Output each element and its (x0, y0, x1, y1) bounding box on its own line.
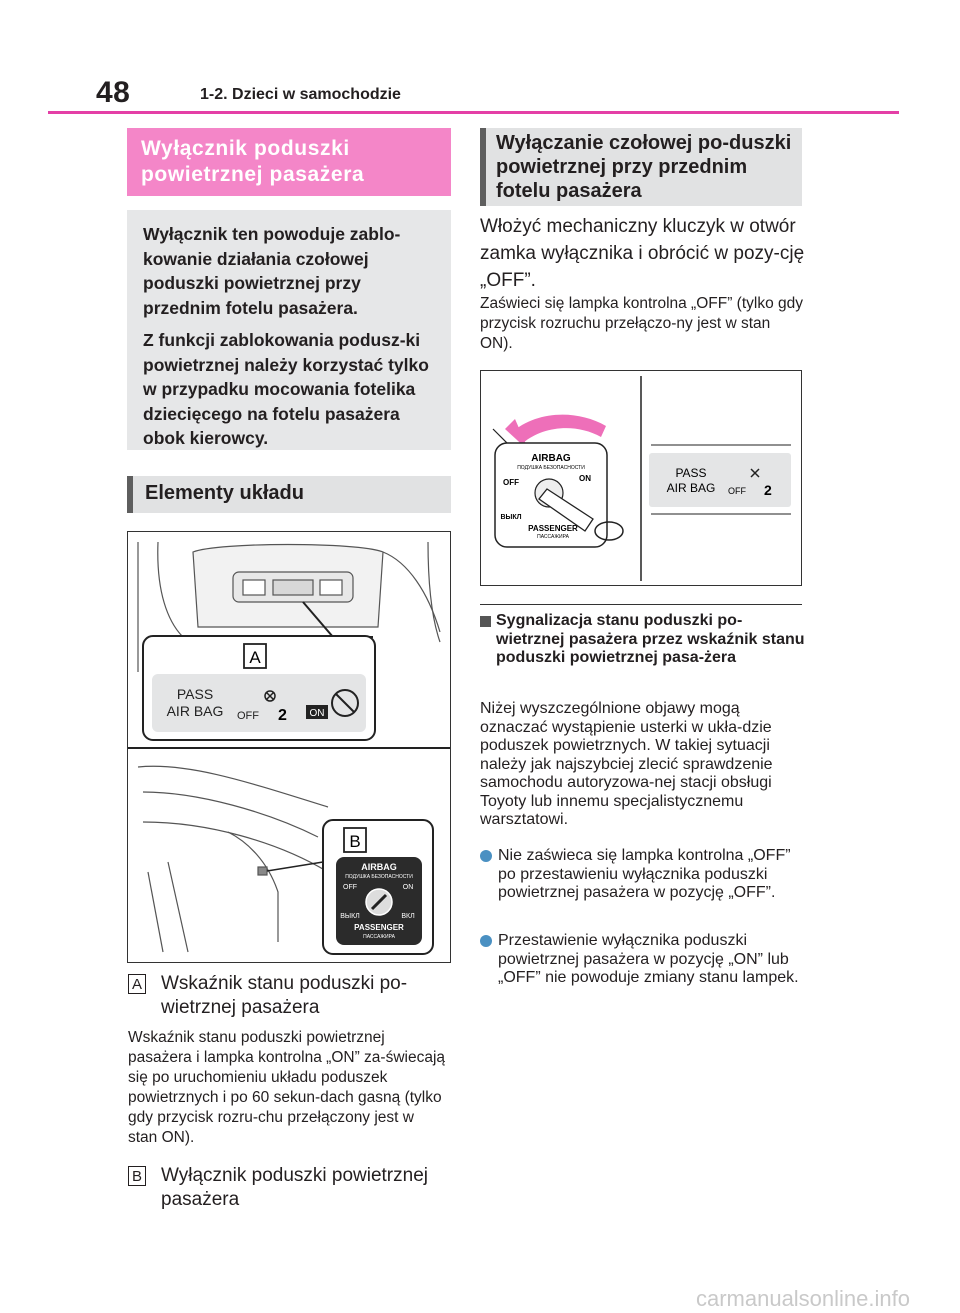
signaling-heading (480, 612, 805, 668)
indicator-pass-text: PASS (176, 686, 214, 702)
svg-text:2: 2 (764, 482, 772, 498)
switch-russian-passenger-label: ПАССАЖИРА (537, 534, 569, 540)
sub-section-rule (480, 604, 802, 605)
switch-off-label: OFF (503, 478, 519, 487)
header-rule (48, 111, 899, 114)
figure-label-a: A (249, 648, 261, 667)
switch-vykl-label: ВЫКЛ (500, 514, 522, 521)
item-b-label: B (128, 1166, 146, 1186)
switch-vykl-label: ВЫКЛ (340, 913, 360, 920)
intro-paragraph-1: Wyłącznik ten powoduje zablo-kowanie działania czołowej poduszki powietrznej przy przednim fotelu pasażera. (143, 224, 401, 318)
dashboard-illustration (128, 532, 450, 962)
system-components-figure (127, 531, 451, 963)
switch-vkl-label: ВКЛ (401, 913, 415, 920)
svg-text:2: 2 (278, 707, 287, 724)
intro-box (127, 210, 451, 450)
switch-on-label: ON (402, 884, 414, 891)
intro-paragraph-2: Z funkcji zablokowania podusz-ki powietrznej należy korzystać tylko w przypadku mocowania fotelika dziecięcego na fotelu pasażera obok kierowcy. (143, 330, 429, 448)
indicator-pass-text: PASS (675, 466, 707, 480)
switch-off-label: OFF (343, 884, 357, 891)
square-bullet-icon (480, 616, 491, 627)
watermark: carmanualsonline.info (695, 1286, 910, 1311)
indicator-airbag-text: AIR BAG (166, 703, 224, 719)
key-switch-illustration (481, 371, 801, 585)
bullet-item-2-text: Przestawienie wyłącznika poduszki powietrznej pasażera w pozycję „ON” lub „OFF” nie powoduje zmiany stanu lampek. (498, 932, 799, 986)
bullet-item-1-text: Nie zaświeca się lampka kontrolna „OFF” po przestawieniu wyłącznika poduszki powietrznej pasażera w pozycję „OFF”. (498, 847, 791, 901)
switch-passenger-label: PASSENGER (354, 923, 404, 932)
key-switch-figure (480, 370, 802, 586)
bullet-item-1 (480, 847, 805, 903)
item-a-title: Wskaźnik stanu poduszki po-wietrznej pasażera (161, 973, 408, 1018)
switch-airbag-label: AIRBAG (361, 862, 397, 872)
item-a-description: Wskaźnik stanu poduszki powietrznej pasażera i lampka kontrolna „ON” za-świecają się po uruchomieniu układu poduszek powietrznych i po 60 sekun-dach gasną (tylko gdy przycisk rozru-chu przełączony jest w stan ON). (128, 1029, 446, 1146)
indicator-off-text: OFF (728, 486, 746, 496)
bullet-item-2 (480, 932, 805, 988)
switch-russian-label: ПОДУШКА БЕЗОПАСНОСТИ (345, 874, 413, 880)
item-b-title: Wyłącznik poduszki powietrznej pasażera (161, 1165, 428, 1210)
page-number: 48 (96, 76, 131, 109)
pink-section-title: Wyłącznik poduszki powietrznej pasażera (127, 128, 451, 196)
indicator-off-text: OFF (237, 710, 259, 722)
item-a-label: A (128, 974, 146, 994)
bullet-icon (480, 850, 492, 862)
elements-heading: Elementy układu (127, 476, 451, 513)
key-slot-icon (366, 889, 392, 915)
switch-on-label: ON (579, 474, 591, 483)
item-a (128, 972, 453, 1148)
switch-russian-passenger-label: ПАССАЖИРА (363, 934, 395, 940)
signaling-text: Niżej wyszczególnione objawy mogą oznaczać wystąpienie usterki w ukła-dzie poduszek powietrznych. W takiej sytuacji należy jak najszybciej zlecić sprawdzenie samochodu autoryzowa-nej stacji obsługi Toyoty lub innemu specjalistycznemu warsztatowi. (480, 700, 773, 828)
instruction-text: Włożyć mechaniczny kluczyk w otwór zamka wyłącznika i obrócić w pozy-cję „OFF”. (480, 216, 805, 291)
note-text: Zaświeci się lampka kontrolna „OFF” (tylko gdy przycisk rozruchu przełączo-ny jest w stan ON). (480, 295, 804, 352)
item-b (128, 1164, 453, 1212)
switch-passenger-label: PASSENGER (528, 524, 578, 533)
figure-label-b: B (349, 832, 361, 851)
switch-russian-label: ПОДУШКА БЕЗОПАСНОСТИ (517, 465, 585, 471)
indicator-on-lamp: ON (309, 708, 325, 719)
indicator-airbag-text: AIR BAG (666, 481, 716, 495)
section-title: 1-2. Dzieci w samochodzie (200, 86, 401, 103)
deactivation-heading: Wyłączanie czołowej po-duszki powietrznej przy przednim fotelu pasażera (480, 128, 802, 206)
signaling-heading-text: Sygnalizacja stanu poduszki po-wietrznej pasażera przez wskaźnik stanu poduszki powietrznej pasa-żera (496, 612, 805, 666)
bullet-icon (480, 935, 492, 947)
switch-airbag-label: AIRBAG (531, 453, 571, 464)
